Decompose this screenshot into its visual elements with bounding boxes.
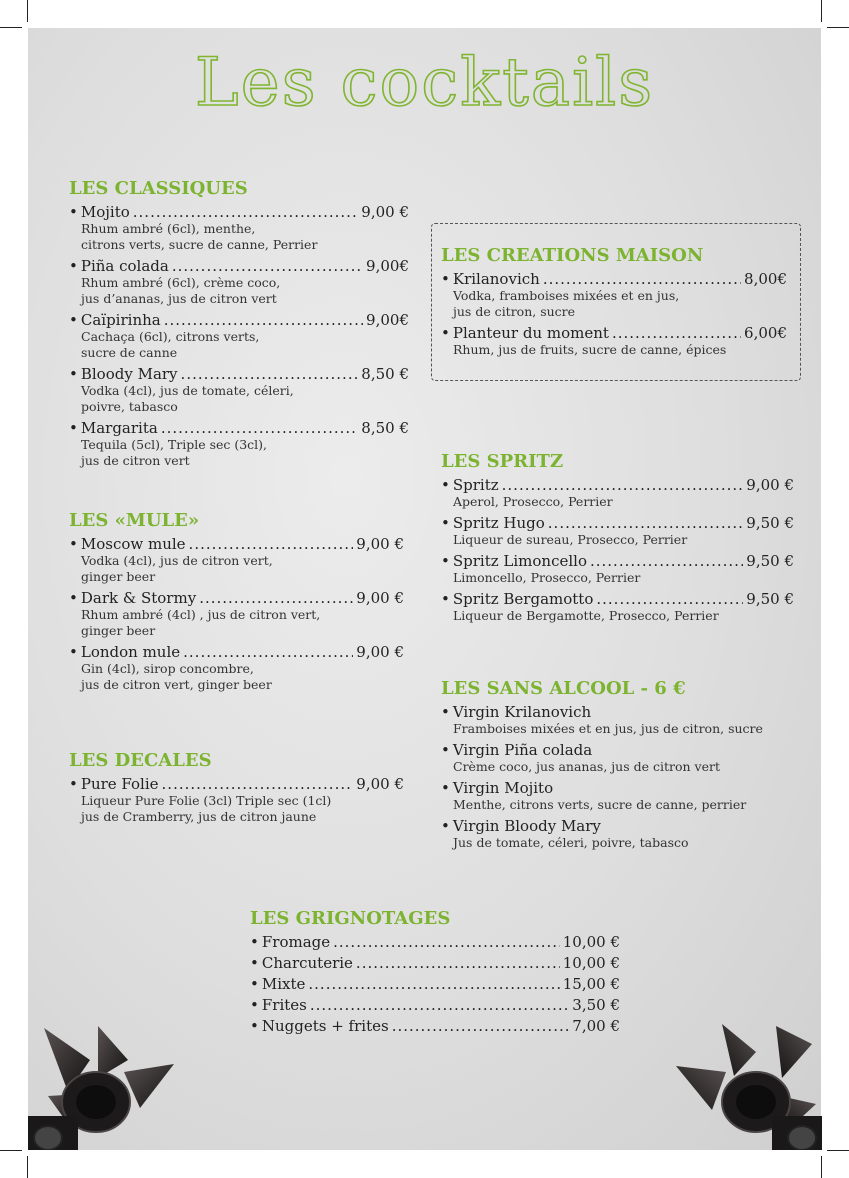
menu-item-name: Frites bbox=[261, 996, 307, 1014]
menu-item-description: Framboises mixées et en jus, jus de citron, sucre bbox=[453, 721, 763, 736]
menu-item-name: Virgin Bloody Mary bbox=[452, 817, 601, 835]
menu-item-line bbox=[441, 552, 794, 570]
menu-item-price: 15,00 € bbox=[562, 975, 620, 993]
stage-spotlight-right-icon bbox=[672, 1020, 822, 1150]
crop-mark bbox=[821, 0, 822, 22]
bullet-icon: • bbox=[69, 311, 78, 329]
menu-item-description: Limoncello, Prosecco, Perrier bbox=[453, 570, 641, 585]
menu-item-price: 9,00 € bbox=[361, 203, 409, 221]
menu-item-price: 9,00 € bbox=[356, 643, 404, 661]
menu-item-price: 9,50 € bbox=[746, 552, 794, 570]
section-decales bbox=[69, 750, 404, 829]
menu-item-price: 9,00 € bbox=[746, 476, 794, 494]
dot-leader bbox=[181, 365, 359, 383]
menu-item-price: 9,50 € bbox=[746, 514, 794, 532]
bullet-icon: • bbox=[441, 817, 450, 835]
menu-item-line bbox=[69, 589, 404, 607]
menu-item-description: Rhum, jus de fruits, sucre de canne, épices bbox=[453, 342, 727, 357]
menu-item-name: London mule bbox=[80, 643, 181, 661]
dot-leader bbox=[133, 203, 359, 221]
menu-item-name: Virgin Mojito bbox=[452, 779, 554, 797]
menu-item bbox=[69, 419, 409, 469]
section-title: LES DECALES bbox=[69, 750, 212, 771]
menu-item-name: Caïpirinha bbox=[80, 311, 161, 329]
menu-item-name: Pure Folie bbox=[80, 775, 159, 793]
menu-item-price: 8,00€ bbox=[744, 270, 787, 288]
menu-item-line bbox=[69, 257, 409, 275]
dot-leader bbox=[172, 257, 363, 275]
section-grignotages bbox=[250, 908, 620, 1038]
menu-item bbox=[441, 590, 794, 624]
menu-item-name: Virgin Krilanovich bbox=[452, 703, 592, 721]
menu-item-price: 6,00€ bbox=[744, 324, 787, 342]
menu-item bbox=[250, 954, 620, 972]
menu-item bbox=[69, 775, 404, 825]
menu-item-description: Crème coco, jus ananas, jus de citron vert bbox=[453, 759, 720, 774]
menu-item bbox=[250, 933, 620, 951]
dot-leader bbox=[502, 476, 744, 494]
dot-leader bbox=[392, 1017, 570, 1035]
section-spritz bbox=[441, 451, 794, 628]
section-title: LES CREATIONS MAISON bbox=[441, 245, 704, 266]
menu-item-description: Jus de tomate, céleri, poivre, tabasco bbox=[453, 835, 689, 850]
menu-item-price: 10,00 € bbox=[562, 933, 620, 951]
menu-item-name: Dark & Stormy bbox=[80, 589, 197, 607]
menu-item-line bbox=[250, 933, 620, 951]
section-title: LES SANS ALCOOL - 6 € bbox=[441, 678, 686, 699]
bullet-icon: • bbox=[441, 779, 450, 797]
section-title: LES GRIGNOTAGES bbox=[250, 908, 451, 929]
dot-leader bbox=[310, 996, 569, 1014]
menu-item-name: Charcuterie bbox=[261, 954, 353, 972]
page-title: Les cocktails bbox=[194, 44, 655, 121]
crop-mark bbox=[0, 1150, 22, 1151]
dot-leader bbox=[596, 590, 743, 608]
bullet-icon: • bbox=[441, 476, 450, 494]
section-title: LES «MULE» bbox=[69, 510, 200, 531]
menu-item-price: 10,00 € bbox=[562, 954, 620, 972]
menu-item-line bbox=[250, 1017, 620, 1035]
bullet-icon: • bbox=[441, 741, 450, 759]
menu-item-line bbox=[441, 590, 794, 608]
bullet-icon: • bbox=[441, 590, 450, 608]
dot-leader bbox=[161, 419, 358, 437]
section-sans-alcool bbox=[441, 678, 801, 855]
menu-item bbox=[441, 514, 794, 548]
menu-item-name: Planteur du moment bbox=[452, 324, 609, 342]
menu-item-description: Rhum ambré (6cl), crème coco, jus d’ananas, jus de citron vert bbox=[81, 275, 281, 306]
section-creations bbox=[441, 245, 787, 362]
menu-item-line bbox=[69, 203, 409, 221]
bullet-icon: • bbox=[441, 324, 450, 342]
bullet-icon: • bbox=[69, 203, 78, 221]
bullet-icon: • bbox=[69, 257, 78, 275]
item-list bbox=[441, 270, 787, 358]
menu-item-description: Liqueur de Bergamotte, Prosecco, Perrier bbox=[453, 608, 719, 623]
bullet-icon: • bbox=[441, 552, 450, 570]
bullet-icon: • bbox=[441, 270, 450, 288]
dot-leader bbox=[308, 975, 559, 993]
menu-item-line bbox=[69, 311, 409, 329]
menu-item-description: Rhum ambré (4cl) , jus de citron vert, ginger beer bbox=[81, 607, 321, 638]
menu-item bbox=[69, 203, 409, 253]
dot-leader bbox=[164, 311, 363, 329]
crop-mark bbox=[27, 0, 28, 22]
section-title: LES CLASSIQUES bbox=[69, 178, 248, 199]
menu-item-name: Krilanovich bbox=[452, 270, 540, 288]
crop-mark bbox=[821, 1156, 822, 1178]
item-list bbox=[441, 476, 794, 624]
menu-item-description: Aperol, Prosecco, Perrier bbox=[453, 494, 613, 509]
menu-item bbox=[441, 324, 787, 358]
menu-item-price: 7,00 € bbox=[572, 1017, 620, 1035]
menu-item bbox=[69, 589, 404, 639]
menu-item-line bbox=[69, 775, 404, 793]
menu-item-line bbox=[441, 476, 794, 494]
bullet-icon: • bbox=[441, 514, 450, 532]
menu-item-description: Liqueur de sureau, Prosecco, Perrier bbox=[453, 532, 688, 547]
menu-item-description: Cachaça (6cl), citrons verts, sucre de canne bbox=[81, 329, 260, 360]
menu-item-description: Rhum ambré (6cl), menthe, citrons verts, sucre de canne, Perrier bbox=[81, 221, 318, 252]
menu-item-price: 8,50 € bbox=[361, 419, 409, 437]
menu-item-price: 9,00 € bbox=[356, 535, 404, 553]
item-list bbox=[441, 703, 801, 851]
dot-leader bbox=[189, 535, 354, 553]
bullet-icon: • bbox=[69, 535, 78, 553]
bullet-icon: • bbox=[250, 933, 259, 951]
bullet-icon: • bbox=[250, 954, 259, 972]
menu-item-line bbox=[69, 643, 404, 661]
bullet-icon: • bbox=[441, 703, 450, 721]
menu-item-name: Mojito bbox=[80, 203, 130, 221]
menu-item-description: Tequila (5cl), Triple sec (3cl), jus de citron vert bbox=[81, 437, 268, 468]
section-classiques bbox=[69, 178, 409, 473]
menu-item-price: 9,00 € bbox=[356, 775, 404, 793]
menu-item-line bbox=[441, 703, 801, 721]
menu-item-description: Gin (4cl), sirop concombre, jus de citron vert, ginger beer bbox=[81, 661, 272, 692]
menu-item-name: Virgin Piña colada bbox=[452, 741, 593, 759]
crop-mark bbox=[827, 1150, 849, 1151]
menu-item-line bbox=[250, 954, 620, 972]
menu-item bbox=[441, 703, 801, 737]
crop-mark bbox=[827, 27, 849, 28]
menu-item-price: 9,00€ bbox=[366, 257, 409, 275]
item-list bbox=[69, 775, 404, 825]
dot-leader bbox=[590, 552, 743, 570]
dot-leader bbox=[612, 324, 741, 342]
menu-item-description: Vodka (4cl), jus de tomate, céleri, poivre, tabasco bbox=[81, 383, 294, 414]
stage-spotlight-left-icon bbox=[28, 1020, 178, 1150]
dot-leader bbox=[543, 270, 741, 288]
bullet-icon: • bbox=[69, 643, 78, 661]
dot-leader bbox=[356, 954, 560, 972]
menu-item bbox=[69, 311, 409, 361]
menu-item-line bbox=[441, 270, 787, 288]
menu-item-description: Menthe, citrons verts, sucre de canne, perrier bbox=[453, 797, 747, 812]
menu-item bbox=[250, 996, 620, 1014]
menu-item-price: 8,50 € bbox=[361, 365, 409, 383]
menu-item-line bbox=[441, 741, 801, 759]
bullet-icon: • bbox=[69, 589, 78, 607]
item-list bbox=[69, 535, 404, 693]
menu-item-line bbox=[250, 996, 620, 1014]
menu-item-description: Vodka, framboises mixées et en jus, jus de citron, sucre bbox=[453, 288, 680, 319]
dot-leader bbox=[183, 643, 353, 661]
menu-item-description: Liqueur Pure Folie (3cl) Triple sec (1cl) jus de Cramberry, jus de citron jaune bbox=[81, 793, 332, 824]
menu-item-name: Moscow mule bbox=[80, 535, 186, 553]
item-list bbox=[250, 933, 620, 1035]
menu-item bbox=[441, 552, 794, 586]
menu-item bbox=[69, 535, 404, 585]
bullet-icon: • bbox=[250, 996, 259, 1014]
menu-item-line bbox=[441, 324, 787, 342]
menu-item-line bbox=[69, 365, 409, 383]
menu-item-line bbox=[441, 817, 801, 835]
menu-item-name: Nuggets + frites bbox=[261, 1017, 389, 1035]
menu-item bbox=[441, 779, 801, 813]
menu-item-line bbox=[69, 419, 409, 437]
bullet-icon: • bbox=[69, 419, 78, 437]
section-title: LES SPRITZ bbox=[441, 451, 564, 472]
menu-item-name: Spritz Hugo bbox=[452, 514, 545, 532]
menu-item bbox=[441, 741, 801, 775]
menu-item bbox=[69, 643, 404, 693]
menu-item-name: Spritz bbox=[452, 476, 499, 494]
menu-item-name: Bloody Mary bbox=[80, 365, 178, 383]
bullet-icon: • bbox=[250, 975, 259, 993]
menu-item bbox=[441, 270, 787, 320]
section-mule bbox=[69, 510, 404, 697]
dot-leader bbox=[548, 514, 744, 532]
menu-item-price: 9,00€ bbox=[366, 311, 409, 329]
menu-item-line bbox=[69, 535, 404, 553]
menu-item-name: Margarita bbox=[80, 419, 158, 437]
menu-item-line bbox=[441, 779, 801, 797]
menu-item-name: Mixte bbox=[261, 975, 306, 993]
menu-item bbox=[69, 257, 409, 307]
dot-leader bbox=[333, 933, 560, 951]
menu-item-price: 3,50 € bbox=[572, 996, 620, 1014]
menu-item-price: 9,00 € bbox=[356, 589, 404, 607]
bullet-icon: • bbox=[69, 775, 78, 793]
menu-item-name: Spritz Bergamotto bbox=[452, 590, 594, 608]
dot-leader bbox=[162, 775, 354, 793]
crop-mark bbox=[0, 27, 22, 28]
bullet-icon: • bbox=[250, 1017, 259, 1035]
menu-item bbox=[441, 817, 801, 851]
menu-item bbox=[250, 1017, 620, 1035]
dot-leader bbox=[199, 589, 353, 607]
menu-item-name: Piña colada bbox=[80, 257, 169, 275]
menu-item bbox=[441, 476, 794, 510]
menu-item-line bbox=[441, 514, 794, 532]
menu-item-name: Fromage bbox=[261, 933, 331, 951]
bullet-icon: • bbox=[69, 365, 78, 383]
menu-item bbox=[69, 365, 409, 415]
menu-item bbox=[250, 975, 620, 993]
menu-item-description: Vodka (4cl), jus de citron vert, ginger beer bbox=[81, 553, 273, 584]
menu-item-line bbox=[250, 975, 620, 993]
item-list bbox=[69, 203, 409, 469]
crop-mark bbox=[27, 1156, 28, 1178]
menu-item-price: 9,50 € bbox=[746, 590, 794, 608]
menu-item-name: Spritz Limoncello bbox=[452, 552, 587, 570]
